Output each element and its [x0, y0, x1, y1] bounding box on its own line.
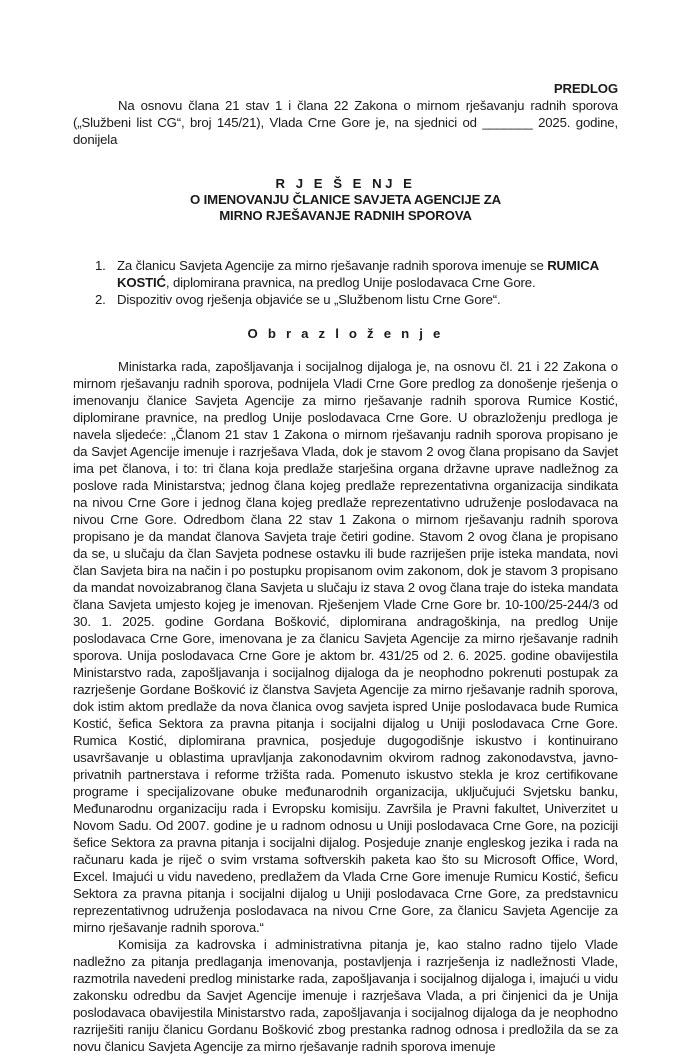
preamble: Na osnovu člana 21 stav 1 i člana 22 Zakona o mirnom rješavanju radnih sporova („Službeni list CG“, broj 145/21), Vlada Crne Gore je, na sjednici od _______ 2025. godine, donijela	[73, 98, 618, 147]
item-text: Za članicu Savjeta Agencije za mirno rješavanje radnih sporova imenuje se	[117, 258, 548, 273]
decision-title-line-3: MIRNO RJEŠAVANJE RADNIH SPOROVA	[219, 208, 472, 223]
decision-title-word: R J E Š E NJ E	[275, 176, 416, 191]
proposal-label: PREDLOG	[553, 81, 618, 96]
dispositive-item	[95, 291, 618, 308]
item-number: 2.	[95, 292, 106, 307]
appointee-name: RUMICA KOSTIĆ	[117, 258, 599, 290]
reasoning-heading: O b r a z l o ž e n j e	[247, 326, 444, 341]
reasoning-paragraph-1: Ministarka rada, zapošljavanja i socijalnog dijaloga je, na osnovu čl. 21 i 22 Zakona o mirnom rješavanju radnih sporova, podnijela Vladi Crne Gore predlog za donošenje rješenja o imenovanju članice Savjeta Agencije za mirno rješavanje radnih sporova Rumice Kostić, diplomirane pravnice, na predlog Unije poslodavaca Crne Gore. U obrazloženju predloga je navela sljedeće: „Članom 21 stav 1 Zakona o mirnom rješavanju radnih sporova propisano je da Savjet Agencije imenuje i razrješava Vlada, dok je stavom 2 ovog člana propisano da Savjet ima pet članova, i to: tri člana koja predlaže starješina organa državne uprave nadležnog za poslove rada Ministarstva; jednog člana kojeg predlaže reprezentativna organizacija sindikata na nivou Crne Gore i jednog člana kojeg predlaže reprezentativno udruženje poslodavaca na nivou Crne Gore. Odredbom člana 22 stav 1 Zakona o mirnom rješavanju radnih sporova propisano je da mandat članova Savjeta traje četiri godine. Stavom 2 ovog člana je propisano da se, u slučaju da član Savjeta podnese ostavku ili bude razriješen prije isteka mandata, novi član Savjeta bira na način i po postupku propisanom ovim zakonom, dok je stavom 3 propisano da mandat novoizabranog člana Savjeta u slučaju iz stava 2 ovog člana traje do isteka mandata člana Savjeta umjesto kojeg je imenovan. Rješenjem Vlade Crne Gore br. 10-100/25-244/3 od 30. 1. 2025. godine Gordana Bošković, diplomirana andragoškinja, na predlog Unije poslodavaca Crne Gore, imenovana je za članicu Savjeta Agencije za mirno rješavanje radnih sporova. Unija poslodavaca Crne Gore je aktom br. 431/25 od 2. 6. 2025. godine obavijestila Ministarstvo rada, zapošljavanja i socijalnog dijaloga da je neophodno pokrenuti postupak za razrješenje Gordane Bošković iz članstva Savjeta Agencije za mirno rješavanje radnih sporova, dok istim aktom predlaže da nova članica ovog savjeta ispred Unije poslodavaca bude Rumica Kostić, šefica Sektora za pravna pitanja i socijalni dijalog u Uniji poslodavaca Crne Gore. Rumica Kostić, diplomirana pravnica, posjeduje dugogodišnje iskustvo i kontinuirano usavršavanje u oblastima upravljanja zakonodavnim okvirom radnog zakonodavstva, javno-privatnih partnerstava i reforme tržišta rada. Pomenuto iskustvo stekla je kroz certifikovane programe i specijalizovane obuke međunarodnih organizacija, uključujući Svjetsku banku, Međunarodnu organizaciju rada i Evropsku komisiju. Završila je Pravni fakultet, Univerzitet u Novom Sadu. Od 2007. godine je u radnom odnosu u Uniji poslodavaca Crne Gore, na poziciji šefice Sektora za pravna pitanja i socijalni dijalog. Posjeduje znanje engleskog jezika i rada na računaru kada je riječ o svim vrstama softverskih paketa kao što su Microsoft Office, Word, Excel. Imajući u vidu navedeno, predlažem da Vlada Crne Gore imenuje Rumicu Kostić, šeficu Sektora za pravna pitanja i socijalni dijalog u Uniji poslodavaca Crne Gore, za predstavnicu reprezentativnog udruženja poslodavaca na nivou Crne Gore, za članicu Savjeta Agencije za mirno rješavanje radnih sporova.“	[73, 359, 618, 935]
decision-title	[73, 176, 618, 224]
decision-title-line-2: O IMENOVANJU ČLANICE SAVJETA AGENCIJE ZA	[189, 192, 502, 207]
item-text-after: , diplomirana pravnica, na predlog Unije poslodavaca Crne Gore.	[165, 275, 536, 290]
document-page	[73, 80, 618, 1055]
item-number: 1.	[95, 258, 106, 273]
item-text: Dispozitiv ovog rješenja objaviće se u „Službenom listu Crne Gore“.	[117, 292, 501, 307]
reasoning-paragraph-2: Komisija za kadrovska i administrativna pitanja je, kao stalno radno tijelo Vlade nadležno za pitanja predlaganja imenovanja, postavljenja i razrješenja iz nadležnosti Vlade, razmotrila navedeni predlog ministarke rada, zapošljavanja i socijalnog dijaloga i, imajući u vidu zakonsku odredbu da Savjet Agencije imenuje i razrješava Vlada, a pri činjenici da je Unija poslodavaca obavijestila Ministarstvo rada, zapošljavanja i socijalnog dijaloga da je neophodno razriješiti raniju članicu Gordanu Bošković zbog prestanka radnog odnosa i predložila da se za novu članicu Savjeta Agencije za mirno rješavanje radnih sporova imenuje	[73, 937, 618, 1054]
dispositive-item	[95, 257, 618, 291]
dispositive-list	[73, 257, 618, 308]
